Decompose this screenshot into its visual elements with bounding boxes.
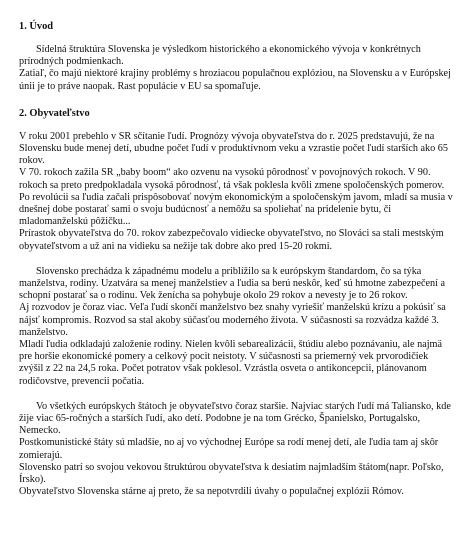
population-paragraph-5: Aj rozvodov je čoraz viac. Veľa ľudí skončí manželstvo bez snahy vyriešiť manželskú krízu a pokúsiť sa nájsť kompromis. Rozvod sa stal akoby súčasťou moderného života. V súčasnosti sa rozvádza každé 3. manželstvo.: [19, 302, 446, 338]
population-paragraph-10: Obyvateľstvo Slovenska stárne aj preto, že sa nepotvrdili úvahy o populačnej explózii Rómov.: [19, 486, 404, 498]
section-heading-population: 2. Obyvateľstvo: [19, 107, 90, 119]
population-paragraph-1: V roku 2001 prebehlo v SR sčítanie ľudí. Prognózy vývoja obyvateľstva do r. 2025 predstavujú, že na Slovensku bude menej detí, ubudne počet ľudí v produktívnom veku a vzrastie počet ľudí starších ako 65 rokov.: [19, 130, 448, 167]
population-paragraph-9: Slovensko patrí so svojou vekovou štruktúrou obyvateľstva k desiatim najmladším štátom(napr. Poľsko, Írsko).: [19, 461, 444, 486]
intro-paragraph-2: Zatiaľ, čo majú niektoré krajiny problémy s hroziacou populačnou explóziou, na Slovensku a v Európskej únii je to práve naopak. Rast populácie v EU sa spomaľuje.: [19, 68, 451, 92]
population-paragraph-3: Prírastok obyvateľstva do 70. rokov zabezpečovalo vidiecke obyvateľstvo, no Slováci sa stali mestským obyvateľstvom a už ani na vidieku sa nežije tak dobre ako pred 15-20 rokmi.: [19, 228, 444, 252]
population-paragraph-6: Mladí ľudia odkladajú založenie rodiny. Nielen kvôli sebarealizácii, štúdiu alebo poznávaniu, ale najmä pre horšie ekonomické pomery a celkový pocit neistoty. V súčasnosti sa priemerný vek prvorodičiek zvýšil z 22 na 24,5 roka. Počet potratov však poklesol. Vzrástla osveta o antikoncepcii, plánovanom rodičovstve, prevencii počatia.: [19, 339, 442, 387]
population-paragraph-4: Slovensko prechádza k západnému modelu a priblížilo sa k európskym štandardom, čo sa týka manželstva, rodiny. Uzatvára sa menej manželstiev a ľudia sa berú neskôr, keď sú hmotne zabezpečení a schopní postarať sa o rodinu. Vek ženícha sa pohybuje okolo 29 rokov a nevesty je to 26 rokov.: [19, 265, 446, 302]
intro-paragraph-1: Sídelná štruktúra Slovenska je výsledkom historického a ekonomického vývoja v konkrétnych prírodných podmienkach.: [19, 44, 421, 68]
population-paragraph-2: V 70. rokoch zažila SR „baby boom“ ako ozvenu na vysokú pôrodnosť v povojnových rokoch. V 90. rokoch sa preto predpokladala vysoká pôrodnosť, tá však poklesla kvôli zmene spoločenských pomerov. Po revolúcii sa ľudia začali prispôsobovať novým ekonomickým a spoločenským javom, mladí sa musia v dnešnej dobe postarať sami o svoju budúcnosť a nemôžu sa spoliehať na pridelenie bytu, či mladomanželskú pôžičku...: [19, 167, 453, 228]
population-paragraph-7: Vo všetkých európskych štátoch je obyvateľstvo čoraz staršie. Najviac starých ľudí má Taliansko, kde žije viac 65-ročných a starších ľudí, ako detí. Podobne je na tom Grécko, Španielsko, Portugalsko, Nemecko.: [19, 400, 451, 437]
section-heading-intro: 1. Úvod: [19, 21, 54, 32]
population-paragraph-8: Postkomunistické štáty sú mladšie, no aj vo východnej Európe sa rodí menej detí, ale ľudia tam aj skôr zomierajú.: [19, 437, 439, 461]
